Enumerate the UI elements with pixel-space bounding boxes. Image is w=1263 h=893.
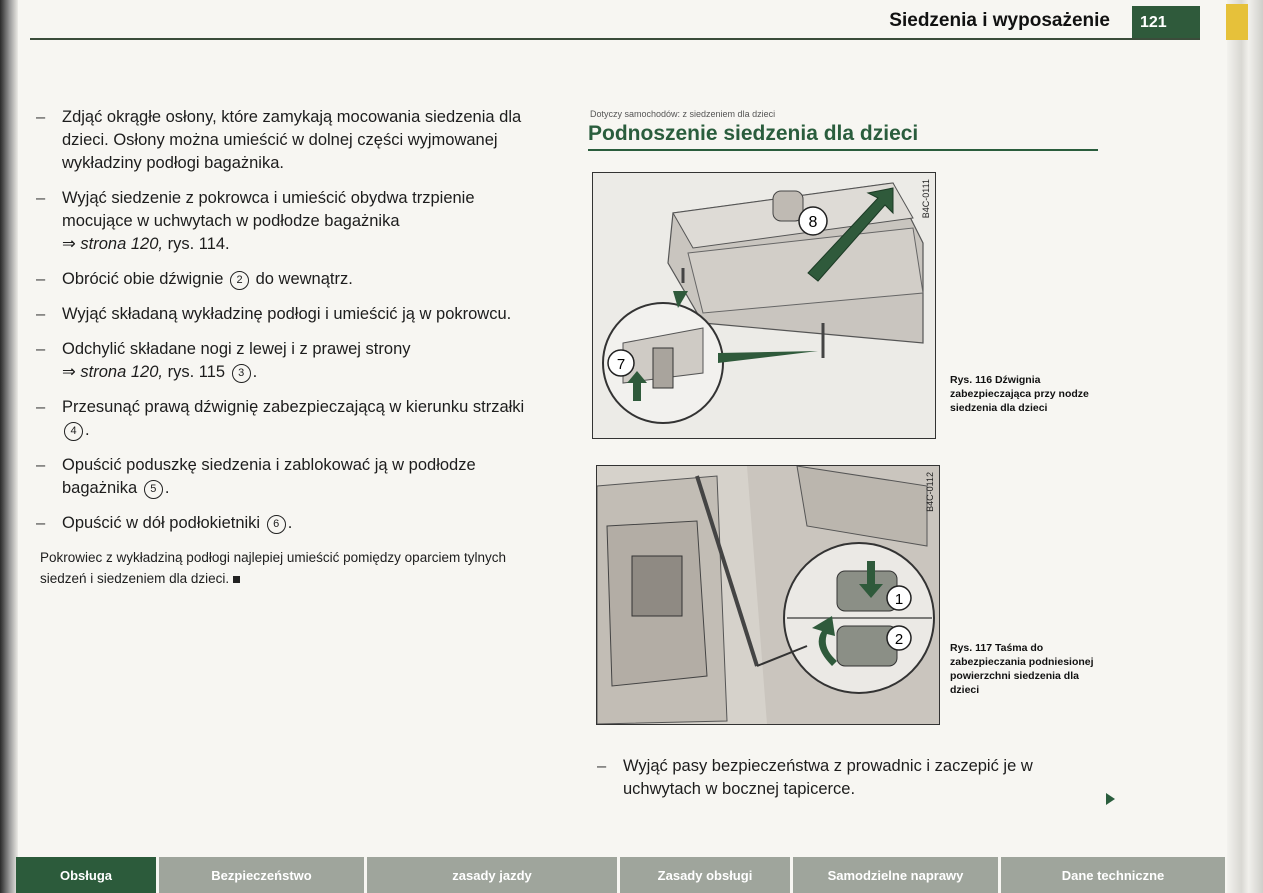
ref-arrow: ⇒ [62,235,76,253]
step-1 [36,106,546,175]
callout-circle: 5 [144,480,163,499]
instructions-left [36,106,546,589]
callout-circle: 6 [267,515,286,534]
book-spine-shadow [0,0,18,893]
chapter-tab-samodzielne-naprawy[interactable]: Samodzielne naprawy [793,857,998,893]
step-dash: – [36,456,46,474]
thumb-index-tab [1226,4,1248,40]
step-text: Wyjąć pasy bezpieczeństwa z prowadnic i zaczepić je w uchwytach w bocznej tapicerce. [623,757,1033,798]
step-text-tail: . [164,479,170,497]
caption-number: Rys. 117 [950,642,993,654]
figure-117-caption [950,641,1100,697]
callout-7: 7 [616,356,626,373]
page-number: 121 [1132,6,1200,40]
chapter-tab-zasady-jazdy[interactable]: zasady jazdy [367,857,617,893]
page-edge [1227,0,1263,893]
note-paragraph [36,547,546,589]
step-text-main: Przesunąć prawą dźwignię zabezpieczającą w kierunku strzałki [62,398,525,416]
ref-figure: rys. 114. [167,235,230,253]
section-title: Podnoszenie siedzenia dla dzieci [588,122,919,145]
step-dash: – [36,340,46,358]
step-text-main: Wyjąć siedzenie z pokrowca i umieścić obydwa trzpienie mocujące w uchwytach w podłodze bagażnika [62,189,475,230]
step-2 [36,187,546,256]
step-text-main: Opuścić poduszkę siedzenia i zablokować ją w podłodze bagażnika [62,456,476,497]
step-dash: – [36,270,46,288]
step-text [62,187,546,256]
step-dash: – [36,514,46,532]
ref-page-link[interactable]: strona 120, [80,235,163,253]
continue-arrow-icon[interactable] [1106,793,1115,805]
ref-arrow: ⇒ [62,363,76,381]
step-5 [36,338,546,384]
step-text [62,338,546,384]
step-text-tail: do wewnątrz. [255,270,353,288]
figure-116 [592,172,936,439]
step-dash: – [36,305,46,323]
step-8 [36,512,546,535]
step-text [62,268,546,291]
header-rule [30,38,1200,40]
final-step [597,755,1107,801]
step-text: Wyjąć składaną wykładzinę podłogi i umieścić ją w pokrowcu. [62,305,512,323]
step-text-tail: . [287,514,293,532]
seat-lever-illustration [593,173,935,438]
chapter-tab-dane-techniczne[interactable]: Dane techniczne [1001,857,1225,893]
figure-116-caption [950,373,1100,415]
step-text-tail: . [85,421,90,439]
step-text-main: Odchylić składane nogi z lewej i z prawej strony [62,340,411,358]
step-text-main: Obrócić obie dźwignie [62,270,224,288]
step-dash: – [597,757,607,775]
callout-circle: 3 [232,364,251,383]
callout-8: 8 [808,214,818,231]
figure-code: B4C-0111 [921,179,931,219]
callout-1: 1 [894,591,904,608]
figure-117 [596,465,940,725]
step-6 [36,396,546,442]
step-3 [36,268,546,291]
caption-number: Rys. 116 [950,374,993,386]
section-rule [588,149,1098,151]
callout-circle: 2 [230,271,249,290]
seat-strap-illustration [597,466,939,724]
callout-2: 2 [894,631,904,648]
caption-text: Taśma do zabezpieczania podniesionej powierzchni siedzenia dla dzieci [950,642,1094,696]
chapter-nav [16,857,1225,893]
step-text [62,454,546,500]
ref-figure: rys. 115 [167,363,226,381]
step-4 [36,303,546,326]
breadcrumb: Dotyczy samochodów: z siedzeniem dla dzieci [590,109,776,119]
figure-code: B4C-0112 [925,472,935,512]
step-dash: – [36,189,46,207]
chapter-tab-bezpieczenstwo[interactable]: Bezpieczeństwo [159,857,364,893]
step-text-main: Opuścić w dół podłokietniki [62,514,261,532]
step-text: Zdjąć okrągłe osłony, które zamykają mocowania siedzenia dla dzieci. Osłony można umieścić w dolnej części wyjmowanej wykładziny podłogi bagażnika. [62,108,522,172]
step-text [62,512,546,535]
note-text: Pokrowiec z wykładziną podłogi najlepiej umieścić pomiędzy oparciem tylnych siedzeń i siedzeniem dla dzieci. [40,550,506,586]
caption-text: Dźwignia zabezpieczająca przy nodze siedzenia dla dzieci [950,374,1089,414]
callout-circle: 4 [64,422,83,441]
step-text [62,396,546,442]
step-text-tail: . [252,363,258,381]
end-of-section-square [233,576,240,583]
page-header-title: Siedzenia i wyposażenie [889,10,1110,31]
step-dash: – [36,108,46,126]
step-dash: – [36,398,46,416]
chapter-tab-zasady-obslugi[interactable]: Zasady obsługi [620,857,790,893]
step-7 [36,454,546,500]
ref-page-link[interactable]: strona 120, [80,363,163,381]
chapter-tab-obsluga[interactable]: Obsługa [16,857,156,893]
